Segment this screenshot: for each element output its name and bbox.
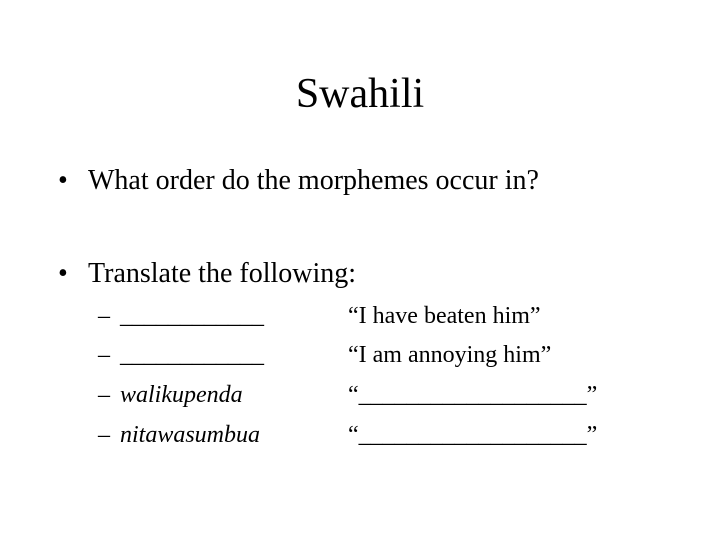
translation-item-2: [98, 340, 552, 370]
translation-item-1: [98, 301, 541, 331]
bullet-question-order: [58, 164, 539, 198]
slide-title: Swahili: [295, 71, 425, 117]
translation-item-3: [98, 380, 598, 410]
dash-marker: –: [98, 342, 110, 368]
swahili-word: walikupenda: [120, 382, 243, 408]
bullet-marker: •: [58, 258, 68, 289]
swahili-word: nitawasumbua: [120, 422, 261, 448]
dash-marker: –: [98, 382, 110, 408]
bullet-text: Translate the following:: [88, 258, 357, 289]
english-blank: “___________________”: [348, 422, 598, 448]
bullet-translate: [58, 257, 356, 291]
bullet-text: What order do the morphemes occur in?: [88, 165, 539, 196]
dash-marker: –: [98, 303, 110, 329]
english-gloss: “I am annoying him”: [348, 342, 552, 368]
english-gloss: “I have beaten him”: [348, 303, 541, 329]
translation-item-4: [98, 420, 598, 450]
swahili-blank: ____________: [120, 342, 264, 368]
bullet-marker: •: [58, 165, 68, 196]
swahili-blank: ____________: [120, 303, 264, 329]
english-blank: “___________________”: [348, 382, 598, 408]
dash-marker: –: [98, 422, 110, 448]
